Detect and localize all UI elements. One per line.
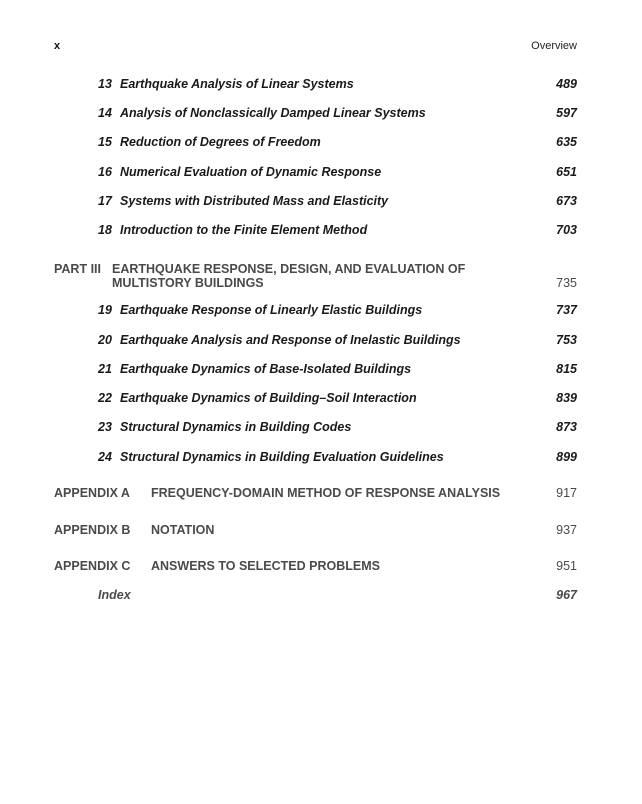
- appendix-page: 917: [556, 486, 577, 500]
- chapter-title: Structural Dynamics in Building Evaluation Guidelines: [120, 450, 444, 464]
- chapter-page: 635: [556, 135, 577, 149]
- appendix-title: FREQUENCY-DOMAIN METHOD OF RESPONSE ANALYSIS: [151, 486, 501, 500]
- toc-chapter-row[interactable]: [0, 362, 642, 378]
- chapter-page: 597: [556, 106, 577, 120]
- toc-chapter-row[interactable]: [0, 77, 642, 93]
- chapter-title: Earthquake Analysis of Linear Systems: [120, 77, 354, 91]
- toc-index-row[interactable]: [0, 588, 642, 604]
- appendix-label: APPENDIX C: [54, 559, 131, 573]
- appendix-label: APPENDIX A: [54, 486, 130, 500]
- chapter-number: 24: [98, 450, 112, 464]
- index-title: Index: [98, 588, 131, 602]
- part-label: PART III: [54, 262, 101, 276]
- chapter-number: 18: [98, 223, 112, 237]
- toc-chapter-row[interactable]: [0, 333, 642, 349]
- chapter-number: 22: [98, 391, 112, 405]
- toc-chapter-row[interactable]: [0, 450, 642, 466]
- chapter-page: 737: [556, 303, 577, 317]
- toc-appendix-row[interactable]: [0, 559, 642, 575]
- chapter-title: Reduction of Degrees of Freedom: [120, 135, 321, 149]
- toc-appendix-row[interactable]: [0, 486, 642, 502]
- chapter-page: 703: [556, 223, 577, 237]
- chapter-number: 17: [98, 194, 112, 208]
- toc-chapter-row[interactable]: [0, 420, 642, 436]
- chapter-number: 15: [98, 135, 112, 149]
- chapter-page: 753: [556, 333, 577, 347]
- chapter-number: 20: [98, 333, 112, 347]
- chapter-title: Analysis of Nonclassically Damped Linear Systems: [120, 106, 426, 120]
- part-title-line2: MULTISTORY BUILDINGS: [112, 276, 264, 290]
- appendix-title: NOTATION: [151, 523, 215, 537]
- toc-chapter-row[interactable]: [0, 223, 642, 239]
- chapter-title: Numerical Evaluation of Dynamic Response: [120, 165, 382, 179]
- toc-appendix-row[interactable]: [0, 523, 642, 539]
- chapter-page: 489: [556, 77, 577, 91]
- chapter-title: Earthquake Dynamics of Building–Soil Interaction: [120, 391, 417, 405]
- toc-chapter-row[interactable]: [0, 391, 642, 407]
- toc-chapter-row[interactable]: [0, 165, 642, 181]
- appendix-page: 951: [556, 559, 577, 573]
- toc-chapter-row[interactable]: [0, 194, 642, 210]
- chapter-number: 21: [98, 362, 112, 376]
- index-page: 967: [556, 588, 577, 602]
- chapter-number: 19: [98, 303, 112, 317]
- appendix-page: 937: [556, 523, 577, 537]
- chapter-title: Introduction to the Finite Element Method: [120, 223, 368, 237]
- appendix-label: APPENDIX B: [54, 523, 131, 537]
- part-page: 735: [556, 276, 577, 290]
- chapter-title: Earthquake Dynamics of Base-Isolated Buildings: [120, 362, 412, 376]
- chapter-title: Systems with Distributed Mass and Elasticity: [120, 194, 389, 208]
- chapter-page: 873: [556, 420, 577, 434]
- toc-chapter-row[interactable]: [0, 303, 642, 319]
- chapter-number: 23: [98, 420, 112, 434]
- appendix-title: ANSWERS TO SELECTED PROBLEMS: [151, 559, 380, 573]
- chapter-page: 839: [556, 391, 577, 405]
- page-number: x: [54, 40, 61, 52]
- chapter-page: 651: [556, 165, 577, 179]
- toc-chapter-row[interactable]: [0, 135, 642, 151]
- chapter-page: 673: [556, 194, 577, 208]
- chapter-title: Earthquake Analysis and Response of Inelastic Buildings: [120, 333, 461, 347]
- part-title-line1: EARTHQUAKE RESPONSE, DESIGN, AND EVALUATION OF: [112, 262, 466, 276]
- chapter-number: 16: [98, 165, 112, 179]
- chapter-number: 13: [98, 77, 112, 91]
- chapter-number: 14: [98, 106, 112, 120]
- chapter-title: Earthquake Response of Linearly Elastic Buildings: [120, 303, 423, 317]
- toc-chapter-row[interactable]: [0, 106, 642, 122]
- chapter-page: 815: [556, 362, 577, 376]
- chapter-page: 899: [556, 450, 577, 464]
- section-title: Overview: [531, 40, 577, 52]
- chapter-title: Structural Dynamics in Building Codes: [120, 420, 352, 434]
